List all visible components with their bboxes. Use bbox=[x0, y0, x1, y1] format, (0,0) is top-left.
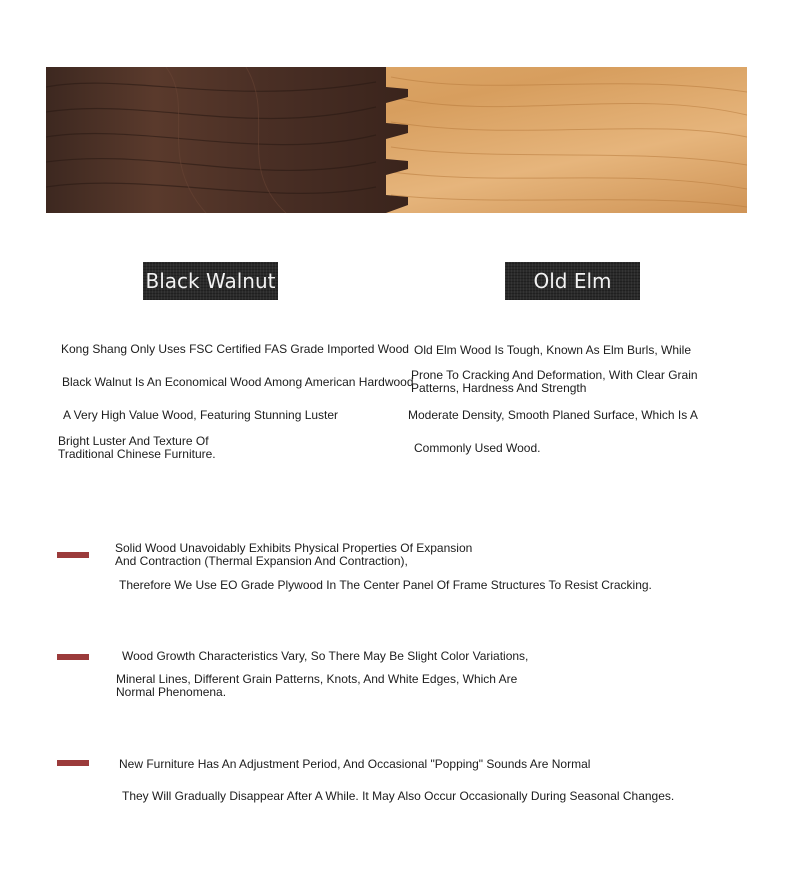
walnut-desc-line1: Kong Shang Only Uses FSC Certified FAS Grade Imported Wood bbox=[61, 342, 409, 356]
note-1-marker bbox=[57, 552, 89, 558]
note-1-line2: Therefore We Use EO Grade Plywood In The Center Panel Of Frame Structures To Resist Cracking. bbox=[119, 578, 652, 592]
elm-desc-line1: Old Elm Wood Is Tough, Known As Elm Burls, While bbox=[414, 343, 692, 357]
walnut-desc-line2: Black Walnut Is An Economical Wood Among American Hardwood bbox=[62, 375, 414, 389]
note-3-marker bbox=[57, 760, 89, 766]
walnut-desc-line3: A Very High Value Wood, Featuring Stunning Luster bbox=[63, 408, 339, 422]
elm-desc-line3: Moderate Density, Smooth Planed Surface, Which Is A bbox=[408, 408, 698, 422]
note-1-line1: Solid Wood Unavoidably Exhibits Physical Properties Of Expansion And Contraction (Thermal Expansion And Contraction), bbox=[115, 541, 473, 568]
note-2-line1: Wood Growth Characteristics Vary, So There May Be Slight Color Variations, bbox=[122, 649, 529, 663]
elm-desc-line2: Prone To Cracking And Deformation, With Clear Grain Patterns, Hardness And Strength bbox=[411, 368, 698, 395]
old-elm-label: Old Elm bbox=[505, 262, 640, 300]
note-3-line2: They Will Gradually Disappear After A While. It May Also Occur Occasionally During Seasonal Changes. bbox=[122, 789, 675, 803]
elm-desc-line4: Commonly Used Wood. bbox=[414, 441, 541, 455]
note-2-line2: Mineral Lines, Different Grain Patterns, Knots, And White Edges, Which Are Normal Phenomena. bbox=[116, 672, 518, 699]
wood-joint-image bbox=[46, 67, 747, 213]
black-walnut-label: Black Walnut bbox=[143, 262, 278, 300]
note-2-marker bbox=[57, 654, 89, 660]
note-3-line1: New Furniture Has An Adjustment Period, And Occasional "Popping" Sounds Are Normal bbox=[119, 757, 591, 771]
walnut-desc-line4: Bright Luster And Texture Of Traditional Chinese Furniture. bbox=[58, 434, 216, 461]
